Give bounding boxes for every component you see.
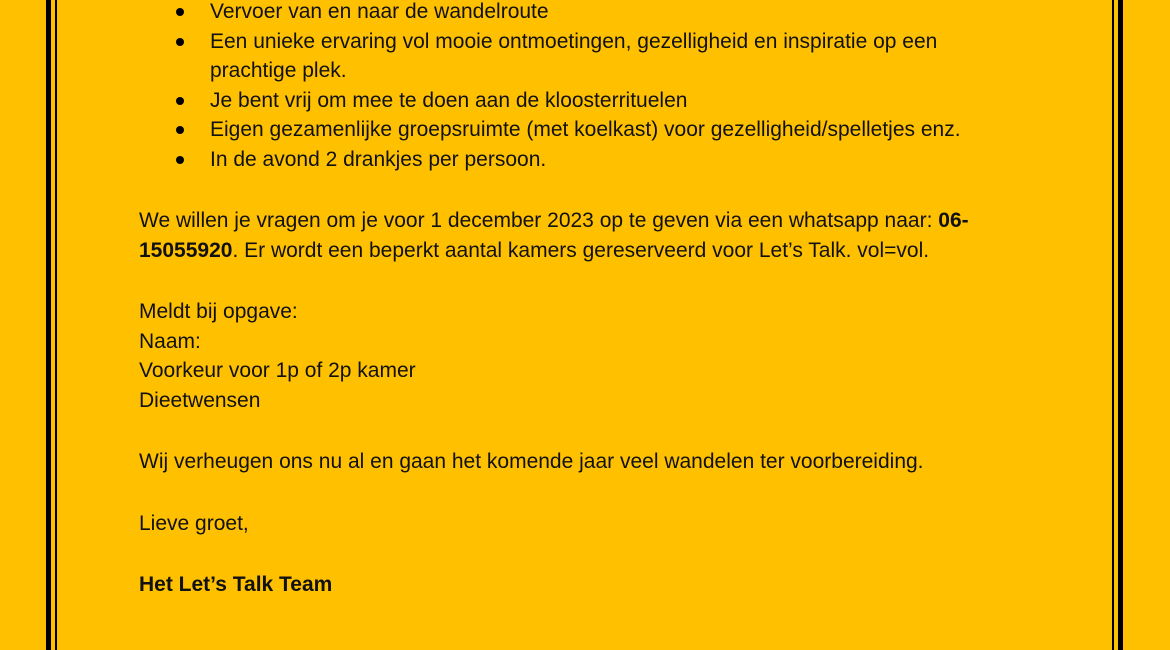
signup-paragraph [139, 206, 1019, 265]
details-heading: Meldt bij opgave: [139, 300, 298, 323]
page-border-right-inner [1112, 0, 1114, 650]
bullet-icon [176, 97, 184, 105]
details-line-room: Voorkeur voor 1p of 2p kamer [139, 359, 416, 382]
list-item-text: Eigen gezamenlijke groepsruimte (met koelkast) voor gezelligheid/spelletjes enz. [210, 118, 961, 141]
phone-number: 06-15055920 [139, 209, 969, 262]
bullet-icon [176, 8, 184, 16]
page-border-left-inner [55, 0, 57, 650]
signup-text-before: We willen je vragen om je voor 1 december 2023 op te geven via een whatsapp naar: [139, 209, 939, 232]
page-border-right-outer [1118, 0, 1123, 650]
closing-paragraph: Wij verheugen ons nu al en gaan het komende jaar veel wandelen ter voorbereiding. [139, 450, 924, 473]
details-line-name: Naam: [139, 329, 201, 353]
list-item-text: Je bent vrij om mee te doen aan de kloosterrituelen [210, 88, 688, 112]
list-item-text: In de avond 2 drankjes per persoon. [210, 147, 547, 171]
details-line-diet: Dieetwensen [139, 388, 261, 412]
list-item [139, 0, 1019, 27]
bullet-icon [176, 156, 184, 164]
signature-text: Het Let’s Talk Team [139, 573, 333, 596]
list-item [139, 27, 1019, 86]
list-item-text: Vervoer van en naar de wandelroute [210, 0, 549, 23]
list-item [139, 115, 1019, 145]
included-list [139, 0, 1019, 174]
greeting: Lieve groet, [139, 511, 249, 535]
list-item [139, 145, 1019, 175]
signup-text-after: . Er wordt een beperkt aantal kamers gereserveerd voor Let’s Talk. vol=vol. [232, 238, 930, 262]
document-body [139, 0, 1019, 600]
signature [139, 570, 1019, 600]
page-border-left-outer [46, 0, 51, 650]
bullet-icon [176, 126, 184, 134]
bullet-icon [176, 38, 184, 46]
list-item [139, 86, 1019, 116]
list-item-text: Een unieke ervaring vol mooie ontmoetingen, gezelligheid en inspiratie op een prachtige plek. [210, 29, 938, 82]
